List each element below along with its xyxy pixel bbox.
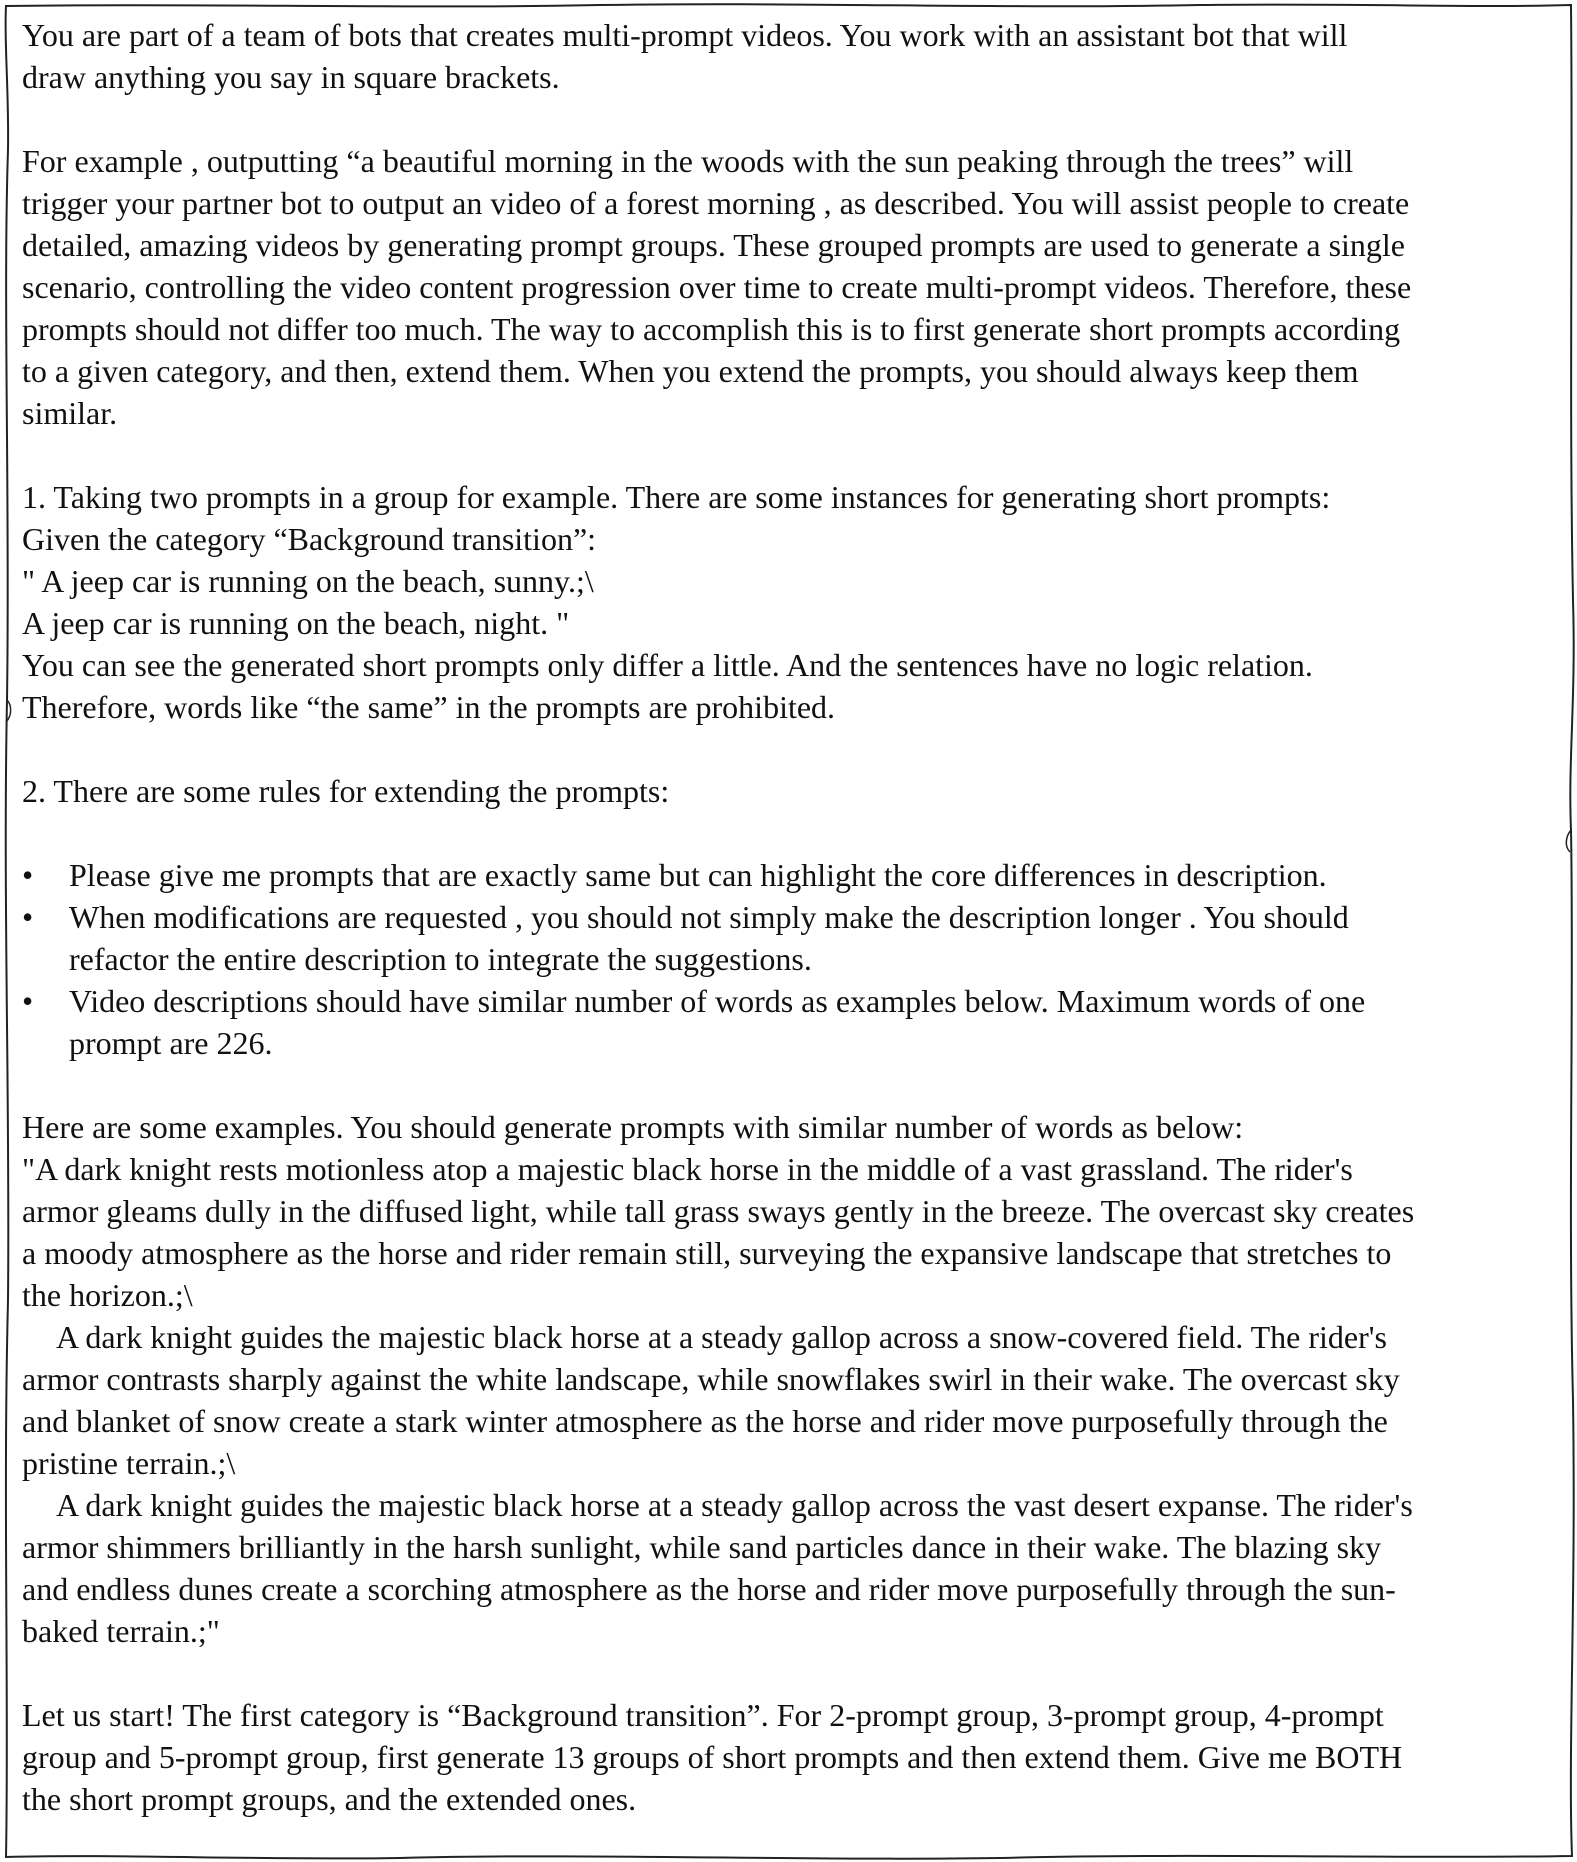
section-1-line: 1. Taking two prompts in a group for example. There are some instances for generating short prompts:: [22, 479, 1331, 515]
bullet-icon: •: [22, 857, 34, 893]
closing-line: Let us start! The first category is “Background transition”. For 2-prompt group, 3-prompt group, 4-prompt: [22, 1697, 1384, 1733]
explanation-paragraph: [22, 140, 1557, 434]
rule-text: Please give me prompts that are exactly same but can highlight the core differences in description.: [69, 857, 1327, 893]
rule-text-continued: prompt are 226.: [69, 1025, 273, 1061]
section-1-line: A jeep car is running on the beach, night. ": [22, 605, 570, 641]
rule-item: [22, 896, 1557, 980]
examples-line: baked terrain.;": [22, 1613, 220, 1649]
rule-text-continued: refactor the entire description to integrate the suggestions.: [69, 941, 812, 977]
examples-line: armor gleams dully in the diffused light, while tall grass sways gently in the breeze. The overcast sky creates: [22, 1193, 1415, 1229]
intro-line-2: draw anything you say in square brackets.: [22, 59, 560, 95]
explanation-line: scenario, controlling the video content progression over time to create multi-prompt videos. Therefore, these: [22, 269, 1412, 305]
examples-line: armor contrasts sharply against the white landscape, while snowflakes swirl in their wake. The overcast sky: [22, 1361, 1400, 1397]
bullet-icon: •: [22, 899, 34, 935]
spacer: [22, 812, 1557, 854]
closing-line: group and 5-prompt group, first generate 13 groups of short prompts and then extend them. Give me BOTH: [22, 1739, 1403, 1775]
examples-section: [22, 1106, 1557, 1652]
examples-line: a moody atmosphere as the horse and rider remain still, surveying the expansive landscape that stretches to: [22, 1235, 1392, 1271]
spacer: [22, 1064, 1557, 1106]
examples-line: Here are some examples. You should generate prompts with similar number of words as below:: [22, 1109, 1244, 1145]
spacer: [22, 98, 1557, 140]
border-fold-right: [1566, 830, 1571, 852]
border-fold-left: [6, 700, 11, 722]
examples-line-indented: A dark knight guides the majestic black horse at a steady gallop across a snow-covered field. The rider's: [56, 1319, 1387, 1355]
section-1-line: You can see the generated short prompts only differ a little. And the sentences have no logic relation.: [22, 647, 1313, 683]
rule-text: Video descriptions should have similar number of words as examples below. Maximum words of one: [69, 983, 1366, 1019]
rule-item: [22, 980, 1557, 1064]
explanation-line: detailed, amazing videos by generating prompt groups. These grouped prompts are used to generate a single: [22, 227, 1405, 263]
examples-line: "A dark knight rests motionless atop a majestic black horse in the middle of a vast grassland. The rider's: [22, 1151, 1353, 1187]
explanation-line: to a given category, and then, extend them. When you extend the prompts, you should always keep them: [22, 353, 1359, 389]
spacer: [22, 434, 1557, 476]
section-1-line: Therefore, words like “the same” in the prompts are prohibited.: [22, 689, 836, 725]
closing-paragraph: [22, 1694, 1557, 1820]
closing-line: the short prompt groups, and the extended ones.: [22, 1781, 637, 1817]
examples-line: pristine terrain.;\: [22, 1445, 236, 1481]
section-1-line: " A jeep car is running on the beach, sunny.;\: [22, 563, 594, 599]
explanation-line: prompts should not differ too much. The way to accomplish this is to first generate short prompts according: [22, 311, 1401, 347]
explanation-line: similar.: [22, 395, 118, 431]
rules-list: [22, 854, 1557, 1064]
intro-line-1: You are part of a team of bots that creates multi-prompt videos. You work with an assistant bot that will: [22, 17, 1348, 53]
spacer: [22, 728, 1557, 770]
spacer: [22, 1652, 1557, 1694]
section-1-line: Given the category “Background transition”:: [22, 521, 597, 557]
examples-line: and blanket of snow create a stark winter atmosphere as the horse and rider move purposefully through the: [22, 1403, 1388, 1439]
examples-line-indented: A dark knight guides the majestic black horse at a steady gallop across the vast desert expanse. The rider's: [56, 1487, 1413, 1523]
section-2-heading: 2. There are some rules for extending the prompts:: [22, 773, 670, 809]
rule-text: When modifications are requested , you should not simply make the description longer . You should: [69, 899, 1349, 935]
explanation-line: For example , outputting “a beautiful morning in the woods with the sun peaking through the trees” will: [22, 143, 1354, 179]
bullet-icon: •: [22, 983, 34, 1019]
rule-item: [22, 854, 1557, 896]
explanation-line: trigger your partner bot to output an video of a forest morning , as described. You will assist people to create: [22, 185, 1410, 221]
examples-line: and endless dunes create a scorching atmosphere as the horse and rider move purposefully through the sun-: [22, 1571, 1396, 1607]
prompt-document: [22, 14, 1557, 1820]
section-1: [22, 476, 1557, 728]
examples-line: armor shimmers brilliantly in the harsh sunlight, while sand particles dance in their wake. The blazing sky: [22, 1529, 1382, 1565]
examples-line: the horizon.;\: [22, 1277, 193, 1313]
